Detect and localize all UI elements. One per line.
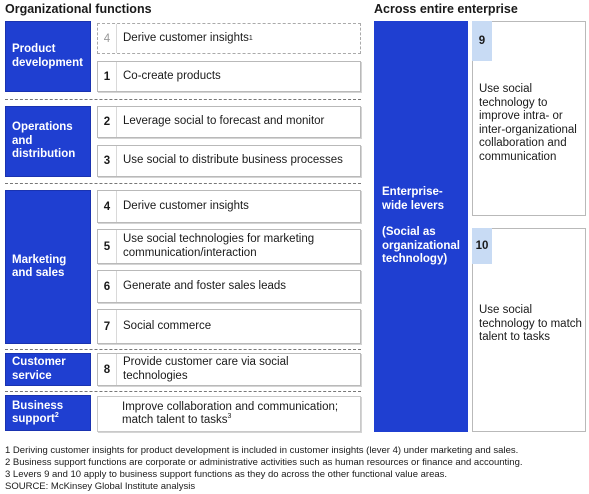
function-product-development xyxy=(5,21,91,92)
function-marketing xyxy=(5,190,91,344)
function-operations xyxy=(5,106,91,177)
footnote-marker: 3 xyxy=(227,413,232,421)
lever-number-blank xyxy=(98,397,116,431)
lever-number: 4 xyxy=(98,24,117,53)
lever-text: Derive customer insights 1 xyxy=(123,31,253,44)
footnote-2: 2 Business support functions are corporate or administrative activities such as human resources or finance and accounting. xyxy=(5,457,523,468)
function-customer-service xyxy=(5,353,91,386)
section-divider xyxy=(5,99,361,100)
enterprise-header: Across entire enterprise xyxy=(374,2,518,16)
lever-business-support xyxy=(97,396,361,432)
section-divider xyxy=(5,183,361,184)
lever-number: 9 xyxy=(472,21,492,61)
lever-text: Generate and foster sales leads xyxy=(123,279,287,292)
lever-5 xyxy=(97,229,361,264)
lever-9-text: Use social technology to improve intra- or inter-organizational collaboration and communication xyxy=(479,83,577,163)
lever-text: Co-create products xyxy=(123,69,221,82)
lever-number: 8 xyxy=(98,354,117,385)
organizational-functions-header: Organizational functions xyxy=(5,2,152,16)
source-note: SOURCE: McKinsey Global Institute analysis xyxy=(5,481,196,492)
enterprise-sublabel: (Social as organizational technology) xyxy=(382,226,460,266)
lever-number: 1 xyxy=(98,62,117,91)
lever-3 xyxy=(97,145,361,177)
function-label: Business support$^2$ xyxy=(12,399,64,425)
function-business-support xyxy=(5,395,91,431)
lever-text: Leverage social to forecast and monitor xyxy=(123,115,325,128)
function-label: Operations and distribution xyxy=(12,121,76,161)
lever-text: Social commerce xyxy=(123,319,212,332)
lever-number: 6 xyxy=(98,271,117,302)
function-label: Customer service xyxy=(12,356,66,382)
lever-8 xyxy=(97,353,361,386)
lever-number: 4 xyxy=(98,191,117,222)
lever-7 xyxy=(97,309,361,344)
lever-4-product xyxy=(97,23,361,54)
footnote-1: 1 Deriving customer insights for product development is included in customer insights (lever 4) under marketing and sales. xyxy=(5,445,519,456)
lever-number: 5 xyxy=(98,230,117,263)
lever-text: Provide customer care via social technologies xyxy=(123,356,289,382)
lever-6 xyxy=(97,270,361,303)
footnote-marker: 2 xyxy=(54,412,59,420)
lever-text: Use social to distribute business processes xyxy=(123,154,343,167)
lever-4 xyxy=(97,190,361,223)
lever-1 xyxy=(97,61,361,92)
lever-2 xyxy=(97,106,361,138)
lever-number: 7 xyxy=(98,310,117,343)
lever-10-text: Use social technology to match talent to tasks xyxy=(479,304,582,343)
lever-number: 2 xyxy=(98,107,117,137)
section-divider xyxy=(5,391,361,392)
lever-number: 10 xyxy=(472,228,492,264)
function-label: Product development xyxy=(12,43,83,69)
lever-text: Use social technologies for marketing communication/interaction xyxy=(123,233,315,259)
function-label: Marketing and sales xyxy=(12,253,67,279)
lever-text: Derive customer insights xyxy=(123,199,249,212)
enterprise-label: Enterprise-wide levers xyxy=(382,186,445,212)
footnote-3: 3 Levers 9 and 10 apply to business support functions as they do across the other functional value areas. xyxy=(5,469,448,480)
lever-number: 3 xyxy=(98,146,117,176)
enterprise-levers-panel xyxy=(374,21,468,432)
section-divider xyxy=(5,349,361,350)
lever-text: Improve collaboration and communication; match talent to tasks$^3$ xyxy=(122,400,339,426)
